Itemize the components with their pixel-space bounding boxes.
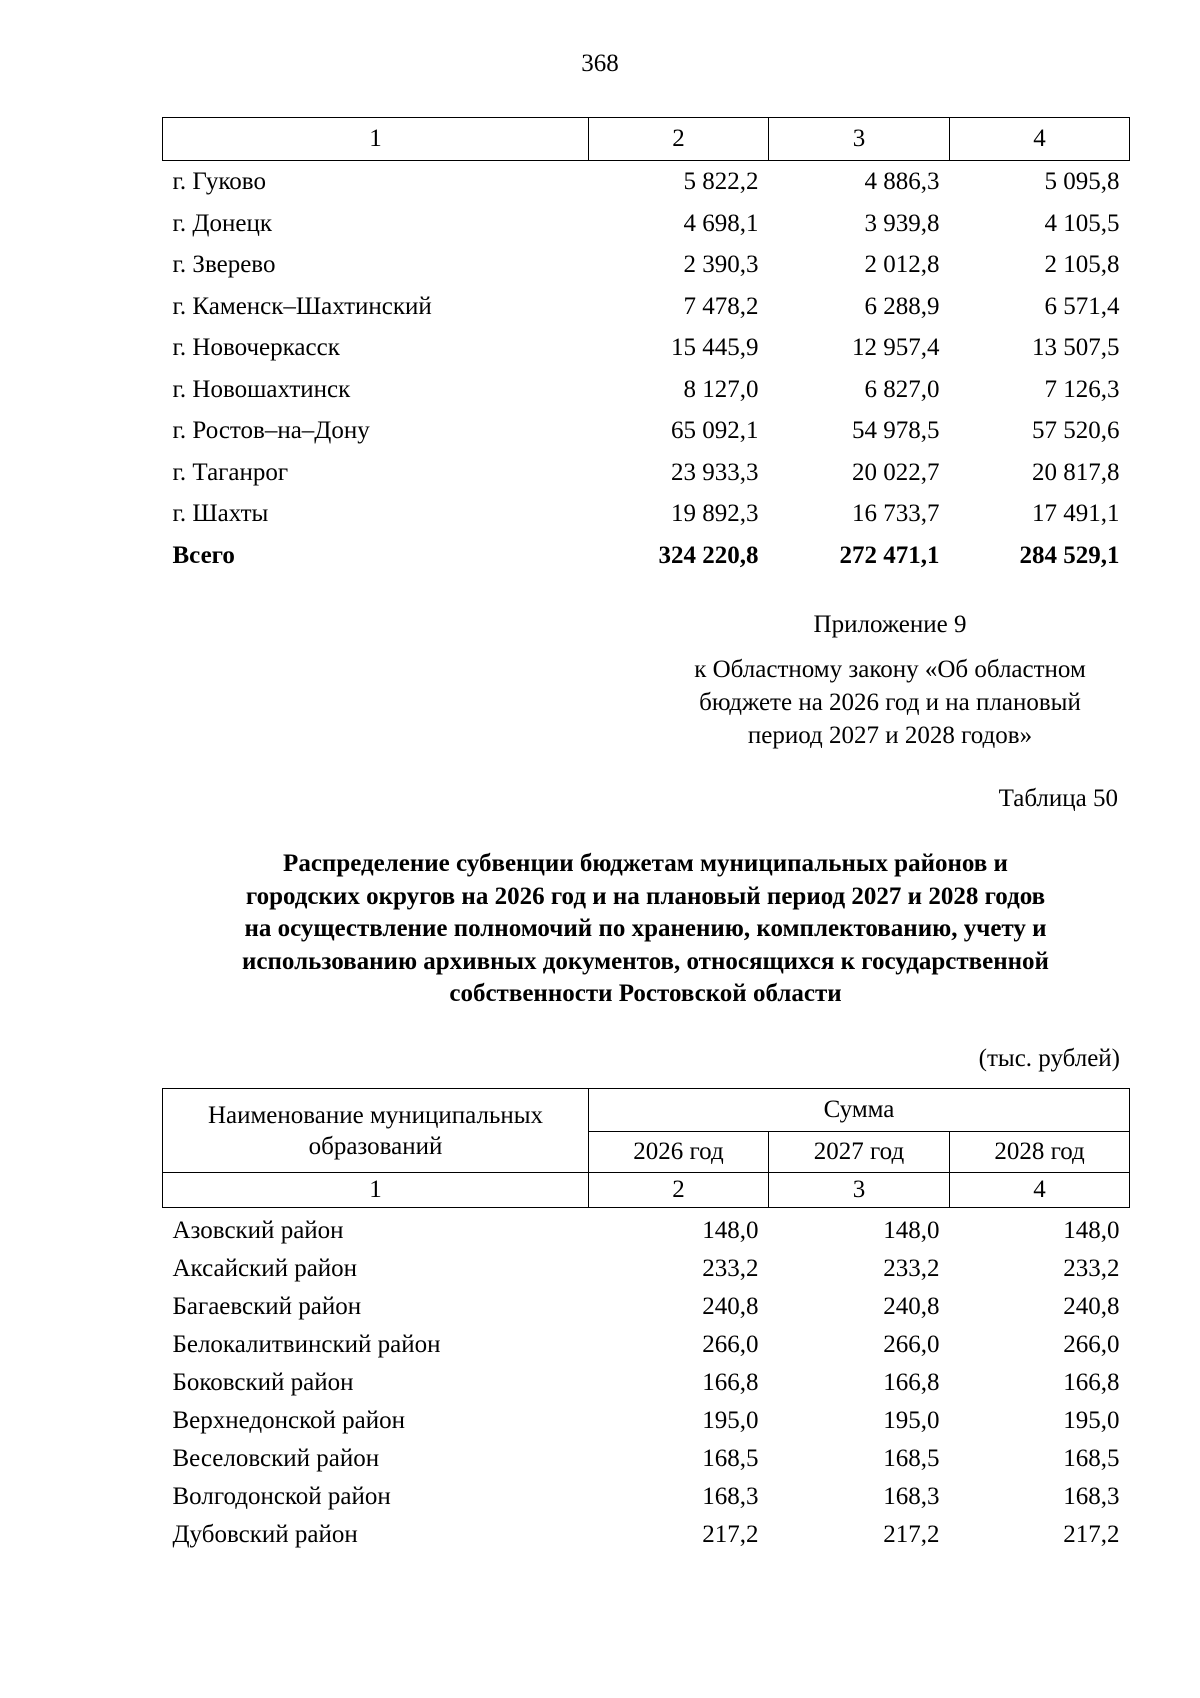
municipality-name: г. Донецк bbox=[172, 209, 272, 237]
appendix-line: период 2027 и 2028 годов» bbox=[747, 722, 1033, 749]
value-2027: 20 022,7 bbox=[852, 458, 940, 486]
value-2028: 57 520,6 bbox=[1032, 417, 1120, 444]
column-number: 2 bbox=[589, 118, 769, 161]
value-2027: 16 733,7 bbox=[852, 500, 940, 527]
value-2027: 166,8 bbox=[883, 1369, 940, 1396]
value-2026: 65 092,1 bbox=[671, 417, 759, 444]
value-2026: 166,8 bbox=[702, 1369, 759, 1396]
table-row bbox=[163, 493, 1130, 535]
total-2027: 272 471,1 bbox=[839, 541, 940, 569]
municipality-name: г. Новошахтинск bbox=[172, 375, 351, 403]
table-row bbox=[163, 1516, 1130, 1554]
table-row bbox=[163, 410, 1130, 452]
value-2026: 233,2 bbox=[702, 1255, 759, 1282]
table-row bbox=[163, 1326, 1130, 1364]
column-number: 4 bbox=[950, 1173, 1130, 1208]
value-2027: 6 827,0 bbox=[864, 375, 940, 403]
document-title bbox=[162, 848, 1129, 1011]
sum-header: Сумма bbox=[589, 1089, 1130, 1132]
value-2028: 17 491,1 bbox=[1032, 500, 1120, 527]
table-row bbox=[163, 161, 1130, 203]
value-2027: 168,3 bbox=[883, 1483, 940, 1510]
column-number: 1 bbox=[163, 118, 589, 161]
value-2027: 195,0 bbox=[883, 1407, 940, 1434]
value-2028: 168,5 bbox=[1063, 1445, 1120, 1472]
value-2026: 2 390,3 bbox=[683, 251, 759, 278]
municipality-name: г. Гуково bbox=[172, 168, 266, 195]
municipality-name: г. Шахты bbox=[172, 500, 269, 527]
value-2026: 19 892,3 bbox=[671, 500, 759, 527]
title-line: Распределение субвенции бюджетам муниципальных районов и bbox=[283, 850, 1008, 877]
value-2027: 217,2 bbox=[883, 1521, 940, 1548]
year-header: 2027 год bbox=[769, 1132, 950, 1173]
appendix-line: бюджете на 2026 год и на плановый bbox=[699, 689, 1081, 716]
value-2027: 6 288,9 bbox=[864, 292, 940, 320]
value-2027: 266,0 bbox=[883, 1331, 940, 1358]
table-row bbox=[163, 286, 1130, 328]
municipality-name: Волгодонской район bbox=[172, 1483, 391, 1510]
value-2026: 7 478,2 bbox=[683, 292, 759, 320]
value-2028: 233,2 bbox=[1063, 1255, 1120, 1282]
title-line: городских округов на 2026 год и на плановый период 2027 и 2028 годов bbox=[245, 882, 1046, 910]
municipality-name: г. Ростов–на–Дону bbox=[172, 417, 370, 444]
value-2027: 233,2 bbox=[883, 1255, 940, 1282]
column-number: 1 bbox=[163, 1173, 589, 1208]
table-row bbox=[163, 1250, 1130, 1288]
value-2026: 8 127,0 bbox=[683, 375, 759, 403]
total-row bbox=[163, 535, 1130, 577]
value-2028: 195,0 bbox=[1063, 1407, 1120, 1434]
value-2028: 5 095,8 bbox=[1044, 168, 1120, 195]
title-line: собственности Ростовской области bbox=[449, 980, 842, 1007]
year-header: 2028 год bbox=[950, 1132, 1130, 1173]
table-row bbox=[163, 1440, 1130, 1478]
value-2028: 148,0 bbox=[1063, 1217, 1120, 1244]
column-number-row bbox=[163, 1173, 1130, 1208]
table-row bbox=[163, 1478, 1130, 1516]
appendix-reference bbox=[640, 653, 1140, 752]
value-2027: 168,5 bbox=[883, 1445, 940, 1472]
budget-table-continuation bbox=[162, 117, 1130, 576]
table-row bbox=[163, 244, 1130, 286]
value-2028: 166,8 bbox=[1063, 1369, 1120, 1396]
value-2027: 2 012,8 bbox=[864, 251, 940, 278]
value-2028: 7 126,3 bbox=[1044, 375, 1120, 403]
value-2027: 4 886,3 bbox=[864, 168, 940, 195]
year-header: 2026 год bbox=[589, 1132, 769, 1173]
title-line: на осуществление полномочий по хранению, комплектованию, учету и bbox=[244, 915, 1047, 942]
value-2027: 12 957,4 bbox=[852, 334, 940, 361]
value-2026: 168,3 bbox=[702, 1483, 759, 1510]
value-2026: 5 822,2 bbox=[683, 168, 759, 195]
table-row bbox=[163, 1402, 1130, 1440]
appendix-line: к Областному закону «Об областном bbox=[694, 656, 1086, 683]
value-2026: 217,2 bbox=[702, 1521, 759, 1548]
municipality-name: г. Зверево bbox=[172, 251, 276, 278]
table-row bbox=[163, 203, 1130, 245]
table-row bbox=[163, 1288, 1130, 1326]
municipality-name: Азовский район bbox=[172, 1217, 344, 1244]
column-number: 4 bbox=[950, 118, 1130, 161]
appendix-title: Приложение 9 bbox=[813, 611, 967, 638]
table-row bbox=[163, 452, 1130, 494]
municipality-name: г. Новочеркасск bbox=[172, 334, 340, 361]
table-row bbox=[163, 1208, 1130, 1251]
value-2026: 266,0 bbox=[702, 1331, 759, 1358]
table-row bbox=[163, 1364, 1130, 1402]
value-2028: 168,3 bbox=[1063, 1483, 1120, 1510]
municipality-name: Аксайский район bbox=[172, 1255, 358, 1282]
municipality-name: г. Таганрог bbox=[172, 458, 289, 486]
municipality-name: Багаевский район bbox=[172, 1293, 362, 1320]
table-row bbox=[163, 327, 1130, 369]
subvention-table bbox=[162, 1088, 1130, 1554]
value-2028: 4 105,5 bbox=[1044, 209, 1120, 237]
municipality-name: Дубовский район bbox=[172, 1521, 358, 1548]
total-label: Всего bbox=[172, 541, 235, 569]
total-2026: 324 220,8 bbox=[658, 541, 759, 569]
table-label: Таблица 50 bbox=[998, 785, 1118, 812]
municipality-name: Веселовский район bbox=[172, 1445, 380, 1472]
value-2028: 2 105,8 bbox=[1044, 251, 1120, 278]
column-number: 3 bbox=[769, 1173, 950, 1208]
column-number-row bbox=[163, 118, 1130, 161]
value-2027: 54 978,5 bbox=[852, 417, 940, 444]
value-2026: 15 445,9 bbox=[671, 334, 759, 361]
page-number: 368 bbox=[581, 50, 619, 77]
column-number: 3 bbox=[769, 118, 950, 161]
value-2026: 240,8 bbox=[702, 1293, 759, 1320]
value-2028: 6 571,4 bbox=[1044, 292, 1120, 320]
value-2028: 266,0 bbox=[1063, 1331, 1120, 1358]
value-2026: 168,5 bbox=[702, 1445, 759, 1472]
value-2027: 240,8 bbox=[883, 1293, 940, 1320]
total-2028: 284 529,1 bbox=[1019, 541, 1120, 569]
title-line: использованию архивных документов, относящихся к государственной bbox=[242, 947, 1049, 975]
municipality-name: Боковский район bbox=[172, 1369, 354, 1396]
value-2028: 20 817,8 bbox=[1032, 458, 1120, 486]
municipality-header bbox=[163, 1089, 589, 1173]
municipality-name: Белокалитвинский район bbox=[172, 1331, 441, 1358]
header-row bbox=[163, 1089, 1130, 1132]
header-line: Наименование муниципальных bbox=[207, 1101, 544, 1129]
column-number: 2 bbox=[589, 1173, 769, 1208]
value-2028: 217,2 bbox=[1063, 1521, 1120, 1548]
value-2026: 195,0 bbox=[702, 1407, 759, 1434]
units-label: (тыс. рублей) bbox=[978, 1045, 1120, 1072]
table-row bbox=[163, 369, 1130, 411]
value-2028: 13 507,5 bbox=[1032, 334, 1120, 361]
value-2026: 148,0 bbox=[702, 1217, 759, 1244]
header-line: образований bbox=[308, 1132, 443, 1160]
value-2028: 240,8 bbox=[1063, 1293, 1120, 1320]
value-2027: 3 939,8 bbox=[864, 209, 940, 237]
municipality-name: Верхнедонской район bbox=[172, 1407, 405, 1434]
value-2026: 23 933,3 bbox=[671, 458, 759, 486]
value-2027: 148,0 bbox=[883, 1217, 940, 1244]
value-2026: 4 698,1 bbox=[683, 209, 759, 237]
municipality-name: г. Каменск–Шахтинский bbox=[172, 292, 432, 320]
